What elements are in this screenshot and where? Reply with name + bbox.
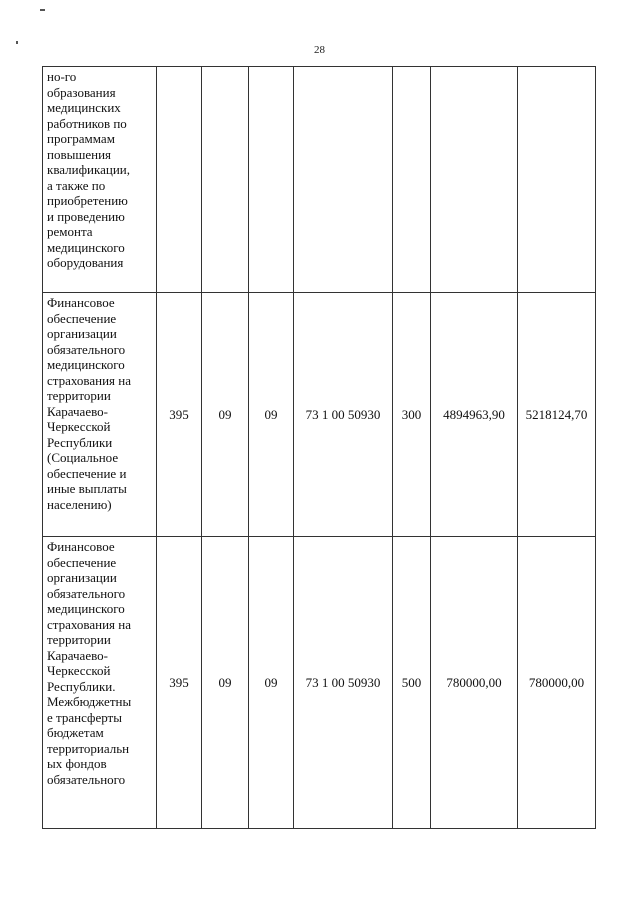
- amount-1-cell: 780000,00: [431, 537, 518, 829]
- page-number: 28: [314, 44, 325, 56]
- target-code-cell: 73 1 00 50930: [294, 537, 393, 829]
- admin-code-cell: [157, 67, 202, 293]
- expense-name-cell: Финансовое обеспечение организации обязательного медицинского страхования на территории Карачаево- Черкесской Республики (Социальное обеспечение и иные выплаты населению): [43, 293, 157, 537]
- expense-name-cell: но-го образования медицинских работников по программам повышения квалификации, а также по приобретению и проведению ремонта медицинского оборудования: [43, 67, 157, 293]
- table-row: [43, 537, 596, 829]
- amount-1-cell: [431, 67, 518, 293]
- amount-1-cell: 4894963,90: [431, 293, 518, 537]
- expense-type-cell: 500: [393, 537, 431, 829]
- scan-speck: [40, 9, 45, 11]
- section-cell: [202, 67, 249, 293]
- expense-type-cell: 300: [393, 293, 431, 537]
- section-cell: 09: [202, 293, 249, 537]
- budget-table: [42, 66, 596, 829]
- admin-code-cell: 395: [157, 293, 202, 537]
- subsection-cell: [249, 67, 294, 293]
- table-row: [43, 293, 596, 537]
- amount-2-cell: 780000,00: [518, 537, 596, 829]
- target-code-cell: 73 1 00 50930: [294, 293, 393, 537]
- admin-code-cell: 395: [157, 537, 202, 829]
- amount-2-cell: [518, 67, 596, 293]
- target-code-cell: [294, 67, 393, 293]
- amount-2-cell: 5218124,70: [518, 293, 596, 537]
- expense-type-cell: [393, 67, 431, 293]
- expense-name-cell: Финансовое обеспечение организации обязательного медицинского страхования на территории Карачаево- Черкесской Республики. Межбюджетны е трансферты бюджетам территориальн ых фондов обязательного: [43, 537, 157, 829]
- table-row: [43, 67, 596, 293]
- section-cell: 09: [202, 537, 249, 829]
- subsection-cell: 09: [249, 293, 294, 537]
- subsection-cell: 09: [249, 537, 294, 829]
